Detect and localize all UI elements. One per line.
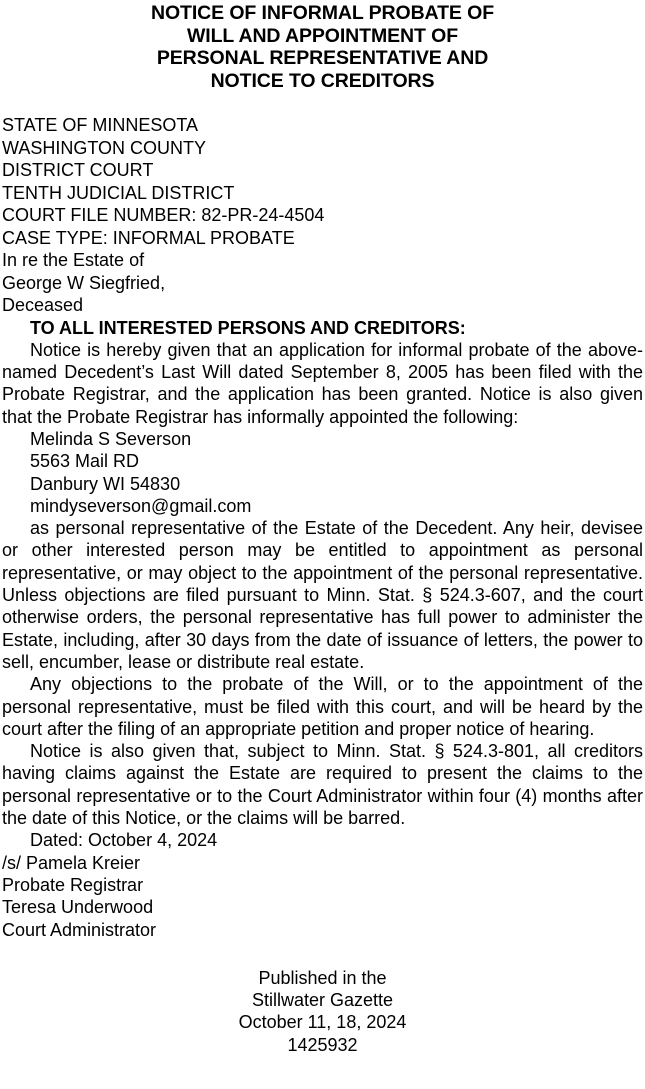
paragraph-appointment-powers: as personal representative of the Estate of the Decedent. Any heir, devisee or other interested person may be entitled to appointment as personal representative, or may object to the appointment of the personal representative. Unless objections are filed pursuant to Minn. Stat. § 524.3-607, and the court otherwise orders, the personal representative has full power to administer the Estate, including, after 30 days from the date of issuance of letters, the power to sell, encumber, lease or distribute real estate. <box>2 518 643 672</box>
header-decedent-name: George W Siegfried, <box>2 272 166 293</box>
salutation: TO ALL INTERESTED PERSONS AND CREDITORS: <box>30 317 466 338</box>
signature-administrator-name: Teresa Underwood <box>2 897 154 918</box>
header-state: STATE OF MINNESOTA <box>2 115 199 135</box>
representative-city-state-zip: Danbury WI 54830 <box>30 473 181 494</box>
paragraph-objections: Any objections to the probate of the Will, or to the appointment of the personal representative, must be filed with this court, and will be heard by the court after the filing of an appropriate petition and proper notice of hearing. <box>2 674 643 739</box>
paragraph-creditor-claims: Notice is also given that, subject to Minn. Stat. § 524.3-801, all creditors having claims against the Estate are required to present the claims to the personal representative or to the Court Administrator within four (4) months after the date of this Notice, or the claims will be barred. <box>2 741 643 829</box>
document-title <box>2 0 643 92</box>
court-header-block <box>2 114 643 317</box>
publication-footer <box>2 967 643 1056</box>
title-line-1: NOTICE OF INFORMAL PROBATE OF <box>150 2 495 24</box>
publication-dates: October 11, 18, 2024 <box>238 1012 407 1033</box>
title-line-3: PERSONAL REPRESENTATIVE AND <box>156 47 489 69</box>
publication-name: Stillwater Gazette <box>251 990 394 1011</box>
notice-body <box>2 317 643 852</box>
header-deceased: Deceased <box>2 295 84 315</box>
representative-block <box>2 428 643 517</box>
signature-block <box>2 852 643 941</box>
representative-street: 5563 Mail RD <box>30 451 140 472</box>
header-court: DISTRICT COURT <box>2 160 154 180</box>
header-case-type: CASE TYPE: INFORMAL PROBATE <box>2 227 295 248</box>
paragraph-application: Notice is hereby given that an application for informal probate of the above-named Decedent’s Last Will dated September 8, 2005 has been filed with the Probate Registrar, and the application has been granted. Notice is also given that the Probate Registrar has informally appointed the following: <box>2 339 643 427</box>
published-in-label: Published in the <box>258 967 387 988</box>
title-line-4: NOTICE TO CREDITORS <box>210 69 435 92</box>
header-court-file-number: COURT FILE NUMBER: 82-PR-24-4504 <box>2 205 325 225</box>
representative-email: mindyseverson@gmail.com <box>30 495 252 516</box>
signature-registrar-title: Probate Registrar <box>2 874 144 895</box>
dated-line: Dated: October 4, 2024 <box>30 830 218 851</box>
title-line-2: WILL AND APPOINTMENT OF <box>186 24 459 47</box>
header-judicial-district: TENTH JUDICIAL DISTRICT <box>2 182 235 203</box>
header-county: WASHINGTON COUNTY <box>2 137 207 158</box>
representative-name: Melinda S Severson <box>30 428 192 449</box>
header-in-re-estate: In re the Estate of <box>2 250 145 270</box>
signature-registrar-name: /s/ Pamela Kreier <box>2 852 141 873</box>
publication-id: 1425932 <box>287 1034 358 1055</box>
signature-administrator-title: Court Administrator <box>2 919 157 940</box>
